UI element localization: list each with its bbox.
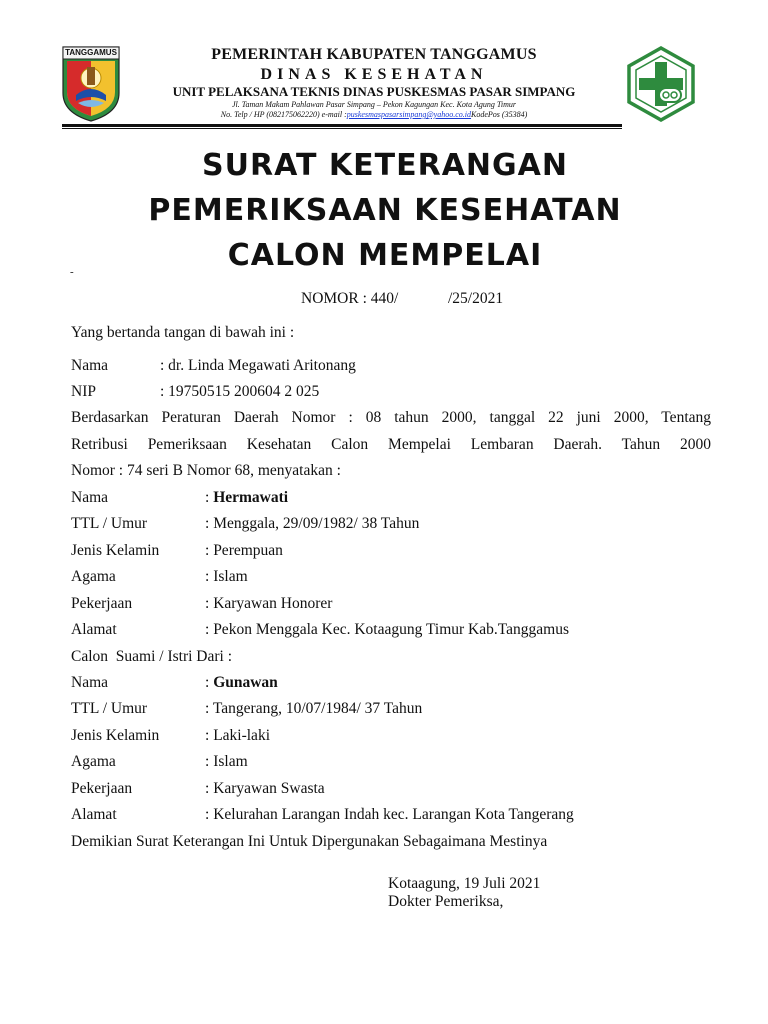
- signature-role: Dokter Pemeriksa,: [388, 893, 504, 910]
- person2-label: Alamat: [71, 806, 117, 823]
- person1-label: TTL / Umur: [71, 515, 148, 532]
- person1-name: Hermawati: [213, 489, 289, 506]
- intro-text: Yang bertanda tangan di bawah ini :: [71, 324, 295, 341]
- header-contact-prefix: No. Telp / HP (082175062220) e-mail :: [220, 110, 347, 119]
- spouse-heading: Calon Suami / Istri Dari :: [71, 648, 233, 665]
- person2-label: Pekerjaan: [71, 780, 133, 797]
- header-rule-thin: [62, 128, 622, 129]
- basis-line-3: Nomor : 74 seri B Nomor 68, menyatakan :: [71, 462, 341, 479]
- person1-value: : Menggala, 29/09/1982/ 38 Tahun: [205, 515, 420, 532]
- person1-value: : Pekon Menggala Kec. Kotaagung Timur Kab.Tanggamus: [205, 621, 569, 638]
- header-unit: UNIT PELAKSANA TEKNIS DINAS PUSKESMAS PASAR SIMPANG: [172, 84, 576, 99]
- person2-name: Gunawan: [213, 674, 278, 691]
- person2-value: : Islam: [205, 753, 248, 770]
- person2-religion: Islam: [213, 753, 248, 770]
- nomor-label: NOMOR : 440/: [301, 290, 399, 307]
- person1-value: : Hermawati: [205, 489, 289, 506]
- signer-nip-value: : 19750515 200604 2 025: [160, 383, 320, 400]
- person1-value: : Karyawan Honorer: [205, 595, 333, 612]
- person2-label: Agama: [71, 753, 116, 770]
- signer-nip-label: NIP: [71, 383, 96, 400]
- header-government: PEMERINTAH KABUPATEN TANGGAMUS: [211, 46, 537, 63]
- signature-place-date: Kotaagung, 19 Juli 2021: [388, 875, 541, 892]
- puskesmas-logo: [626, 46, 696, 122]
- header-email-link[interactable]: puskesmaspasarsimpang@yahoo.co.id: [346, 110, 472, 119]
- title-line-2: PEMERIKSAAN KESEHATAN: [148, 193, 622, 228]
- signer-name-value: : dr. Linda Megawati Aritonang: [160, 357, 356, 374]
- person1-ttl: Menggala, 29/09/1982/ 38 Tahun: [213, 515, 420, 532]
- person1-religion: Islam: [213, 568, 248, 585]
- person1-label: Jenis Kelamin: [71, 542, 160, 559]
- person1-value: : Perempuan: [205, 542, 283, 559]
- header-contact: [130, 110, 618, 119]
- person1-gender: Perempuan: [213, 542, 283, 559]
- signer-name-label: Nama: [71, 357, 109, 374]
- person2-value: : Tangerang, 10/07/1984/ 37 Tahun: [205, 700, 423, 717]
- person1-label: Agama: [71, 568, 116, 585]
- title-line-3: CALON MEMPELAI: [227, 238, 543, 273]
- nomor-suffix: /25/2021: [448, 290, 504, 307]
- title-line-1: SURAT KETERANGAN: [202, 148, 568, 183]
- stray-dash: -: [70, 266, 74, 278]
- person2-value: : Gunawan: [205, 674, 278, 691]
- person1-label: Alamat: [71, 621, 117, 638]
- person2-label: Jenis Kelamin: [71, 727, 160, 744]
- person1-label: Nama: [71, 489, 109, 506]
- person2-ttl: Tangerang, 10/07/1984/ 37 Tahun: [212, 700, 423, 717]
- person2-label: TTL / Umur: [71, 700, 148, 717]
- person1-address: Pekon Menggala Kec. Kotaagung Timur Kab.Tanggamus: [213, 621, 569, 638]
- person1-label: Pekerjaan: [71, 595, 133, 612]
- header-contact-suffix: KodePos (35384): [471, 110, 528, 119]
- basis-line-2: Retribusi Pemeriksaan Kesehatan Calon Mempelai Lembaran Daerah. Tahun 2000: [71, 436, 711, 453]
- basis-line-1: Berdasarkan Peraturan Daerah Nomor : 08 tahun 2000, tanggal 22 juni 2000, Tentang: [71, 409, 711, 426]
- closing-statement: Demikian Surat Keterangan Ini Untuk Dipergunakan Sebagaimana Mestinya: [71, 833, 548, 850]
- person1-occupation: Karyawan Honorer: [213, 595, 333, 612]
- header-rule-thick: [62, 124, 622, 127]
- header-department: DINAS KESEHATAN: [260, 66, 488, 83]
- puskesmas-cross-icon: [626, 46, 696, 122]
- person2-gender: Laki-laki: [213, 727, 270, 744]
- person2-value: : Kelurahan Larangan Indah kec. Larangan Kota Tangerang: [205, 806, 574, 823]
- person2-address: Kelurahan Larangan Indah kec. Larangan Kota Tangerang: [213, 806, 574, 823]
- person2-occupation: Karyawan Swasta: [213, 780, 325, 797]
- tanggamus-emblem-logo: [60, 45, 122, 123]
- emblem-text: TANGGAMUS: [65, 48, 117, 57]
- person2-value: : Laki-laki: [205, 727, 270, 744]
- person2-value: : Karyawan Swasta: [205, 780, 325, 797]
- person1-value: : Islam: [205, 568, 248, 585]
- header-address: Jl. Taman Makam Pahlawan Pasar Simpang – Pekon Kagungan Kec. Kota Agung Timur: [232, 100, 516, 109]
- person2-label: Nama: [71, 674, 109, 691]
